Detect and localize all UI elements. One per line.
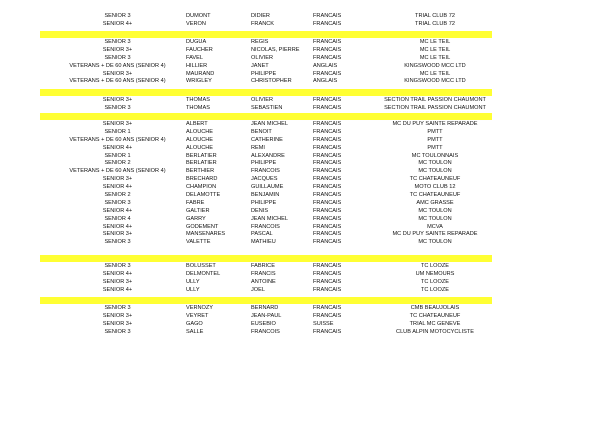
first-name-cell: JANET <box>251 62 269 69</box>
group-separator-bar <box>40 113 492 120</box>
last-name-cell: MANSENARES <box>186 231 226 238</box>
first-name-cell: CHRISTOPHER <box>251 78 292 85</box>
last-name-cell: BERLATIER <box>186 152 217 159</box>
nationality-cell: FRANCAIS <box>313 152 342 159</box>
last-name-cell: VERON <box>186 20 206 27</box>
first-name-cell: REGIS <box>251 39 269 45</box>
category-cell: VETERANS + DE 60 ANS (SENIOR 4) <box>69 136 166 143</box>
last-name-cell: GARRY <box>186 215 206 222</box>
last-name-cell: DELMONTEL <box>186 270 221 277</box>
last-name-cell: MAURAND <box>186 70 215 77</box>
first-name-cell: REMI <box>251 144 265 151</box>
first-name-cell: FRANCOIS <box>251 328 280 335</box>
club-cell: AMC GRASSE <box>416 199 454 206</box>
nationality-cell: FRANCAIS <box>313 168 342 175</box>
first-name-cell: BENOIT <box>251 128 272 135</box>
club-cell: MC LE TEIL <box>419 39 451 45</box>
club-cell: PMTT <box>427 144 443 151</box>
nationality-cell: FRANCAIS <box>313 223 342 230</box>
nationality-cell: FRANCAIS <box>313 199 342 206</box>
table-row <box>0 105 600 113</box>
club-cell: MOTO CLUB 12 <box>414 184 456 191</box>
first-name-cell: ALEXANDRE <box>251 152 285 159</box>
nationality-cell: FRANCAIS <box>313 328 342 335</box>
category-cell: SENIOR 2 <box>104 160 131 167</box>
club-cell: MC TOULONNAIS <box>411 152 459 159</box>
nationality-cell: FRANCAIS <box>313 192 342 199</box>
category-cell: SENIOR 2 <box>104 192 131 199</box>
last-name-cell: VERNOZY <box>186 305 214 311</box>
table-row <box>0 55 600 63</box>
category-cell: SENIOR 3 <box>104 39 131 45</box>
category-cell: SENIOR 3 <box>104 328 131 335</box>
nationality-cell: FRANCAIS <box>313 207 342 214</box>
table-row <box>0 271 600 279</box>
nationality-cell: FRANCAIS <box>313 144 342 151</box>
table-row <box>0 224 600 232</box>
first-name-cell: DIDIER <box>251 13 270 19</box>
club-cell: TC LOOZE <box>421 278 449 285</box>
category-cell: SENIOR 4+ <box>102 223 133 230</box>
category-cell: SENIOR 3+ <box>102 320 133 327</box>
club-group <box>0 97 600 113</box>
table-row <box>0 263 600 271</box>
last-name-cell: DUGUA <box>186 39 207 45</box>
nationality-cell: SUISSE <box>313 320 334 327</box>
category-cell: SENIOR 3 <box>104 104 131 111</box>
nationality-cell: ANGLAIS <box>313 78 338 85</box>
table-row <box>0 239 600 247</box>
table-row <box>0 160 600 168</box>
club-cell: MC TOULON <box>418 215 452 222</box>
last-name-cell: THOMAS <box>186 97 210 103</box>
club-cell: TC LOOZE <box>421 286 449 293</box>
category-cell: SENIOR 3 <box>104 263 131 269</box>
club-cell: TRIAL CLUB 72 <box>415 20 455 27</box>
nationality-cell: FRANCAIS <box>313 263 342 269</box>
club-cell: SECTION TRAIL PASSION CHAUMONT <box>384 97 486 103</box>
last-name-cell: SALLE <box>186 328 204 335</box>
club-cell: MCVA <box>427 223 443 230</box>
last-name-cell: ALBERT <box>186 121 208 127</box>
table-row <box>0 184 600 192</box>
club-cell: MC DU PUY SAINTE REPARADE <box>392 121 478 127</box>
last-name-cell: BRECHARD <box>186 176 218 183</box>
nationality-cell: FRANCAIS <box>313 97 342 103</box>
nationality-cell: FRANCAIS <box>313 128 342 135</box>
category-cell: SENIOR 3 <box>104 199 131 206</box>
table-row <box>0 168 600 176</box>
club-cell: TC CHATEAUNEUF <box>409 312 461 319</box>
club-group <box>0 39 600 86</box>
category-cell: SENIOR 4 <box>104 215 131 222</box>
nationality-cell: FRANCAIS <box>313 184 342 191</box>
first-name-cell: GUILLAUME <box>251 184 284 191</box>
nationality-cell: FRANCAIS <box>313 239 342 246</box>
category-cell: SENIOR 3+ <box>102 97 133 103</box>
club-group <box>0 13 600 29</box>
last-name-cell: VALETTE <box>186 239 211 246</box>
club-cell: TRIAL MC GENEVE <box>409 320 461 327</box>
club-cell: KINGSWOOD MCC LTD <box>404 62 466 69</box>
last-name-cell: ALOUCHE <box>186 144 214 151</box>
group-separator-bar <box>40 297 492 304</box>
category-cell: SENIOR 3+ <box>102 176 133 183</box>
club-cell: MC LE TEIL <box>419 70 451 77</box>
nationality-cell: FRANCAIS <box>313 20 342 27</box>
category-cell: SENIOR 3+ <box>102 46 133 53</box>
table-row <box>0 216 600 224</box>
last-name-cell: FAVEL <box>186 54 203 61</box>
last-name-cell: GODEMENT <box>186 223 219 230</box>
club-cell: MC TOULON <box>418 168 452 175</box>
table-row <box>0 71 600 79</box>
last-name-cell: VEYRET <box>186 312 209 319</box>
nationality-cell: FRANCAIS <box>313 104 342 111</box>
category-cell: VETERANS + DE 60 ANS (SENIOR 4) <box>69 78 166 85</box>
last-name-cell: ALOUCHE <box>186 128 214 135</box>
club-cell: MC LE TEIL <box>419 46 451 53</box>
club-cell: MC TOULON <box>418 239 452 246</box>
last-name-cell: BERTHIER <box>186 168 215 175</box>
first-name-cell: JEAN MICHEL <box>251 121 288 127</box>
category-cell: SENIOR 3 <box>104 239 131 246</box>
first-name-cell: BERNARD <box>251 305 279 311</box>
first-name-cell: PHILIPPE <box>251 160 277 167</box>
last-name-cell: ULLY <box>186 278 200 285</box>
first-name-cell: JACQUES <box>251 176 278 183</box>
nationality-cell: FRANCAIS <box>313 39 342 45</box>
last-name-cell: HILLIER <box>186 62 208 69</box>
table-row <box>0 21 600 29</box>
club-cell: MC DU PUY SAINTE REPARADE <box>392 231 478 238</box>
first-name-cell: FRANCOIS <box>251 223 280 230</box>
first-name-cell: CATHERINE <box>251 136 283 143</box>
first-name-cell: JEAN-PAUL <box>251 312 282 319</box>
club-cell: TRIAL CLUB 72 <box>415 13 455 19</box>
nationality-cell: FRANCAIS <box>313 305 342 311</box>
first-name-cell: FRANCOIS <box>251 168 280 175</box>
nationality-cell: FRANCAIS <box>313 54 342 61</box>
last-name-cell: WRIGLEY <box>186 78 212 85</box>
category-cell: SENIOR 3 <box>104 305 131 311</box>
nationality-cell: FRANCAIS <box>313 312 342 319</box>
last-name-cell: FABRE <box>186 199 205 206</box>
last-name-cell: THOMAS <box>186 104 210 111</box>
group-separator-bar <box>40 31 492 38</box>
table-row <box>0 200 600 208</box>
table-row <box>0 137 600 145</box>
last-name-cell: DUMONT <box>186 13 211 19</box>
nationality-cell: FRANCAIS <box>313 46 342 53</box>
category-cell: SENIOR 3+ <box>102 70 133 77</box>
table-row <box>0 313 600 321</box>
club-cell: SECTION TRAIL PASSION CHAUMONT <box>384 104 486 111</box>
first-name-cell: OLIVIER <box>251 97 274 103</box>
nationality-cell: FRANCAIS <box>313 270 342 277</box>
nationality-cell: FRANCAIS <box>313 286 342 293</box>
nationality-cell: FRANCAIS <box>313 176 342 183</box>
group-separator-bar <box>40 255 492 262</box>
first-name-cell: SEBASTIEN <box>251 104 283 111</box>
table-row <box>0 97 600 105</box>
first-name-cell: OLIVIER <box>251 54 274 61</box>
first-name-cell: MATHIEU <box>251 239 276 246</box>
category-cell: SENIOR 3 <box>104 54 131 61</box>
first-name-cell: JOEL <box>251 286 265 293</box>
last-name-cell: CHAMPION <box>186 184 217 191</box>
club-cell: PMTT <box>427 136 443 143</box>
first-name-cell: JEAN MICHEL <box>251 215 288 222</box>
table-row <box>0 78 600 86</box>
category-cell: SENIOR 4+ <box>102 20 133 27</box>
club-cell: TC CHATEAUNEUF <box>409 192 461 199</box>
nationality-cell: ANGLAIS <box>313 62 338 69</box>
nationality-cell: FRANCAIS <box>313 278 342 285</box>
table-row <box>0 176 600 184</box>
table-row <box>0 287 600 295</box>
group-separator-bar <box>40 89 492 96</box>
table-row <box>0 129 600 137</box>
table-row <box>0 63 600 71</box>
last-name-cell: FAUCHER <box>186 46 213 53</box>
category-cell: VETERANS + DE 60 ANS (SENIOR 4) <box>69 62 166 69</box>
nationality-cell: FRANCAIS <box>313 136 342 143</box>
category-cell: SENIOR 4+ <box>102 207 133 214</box>
first-name-cell: BENJAMIN <box>251 192 280 199</box>
category-cell: SENIOR 3 <box>104 13 131 19</box>
first-name-cell: NICOLAS, PIERRE <box>251 46 300 53</box>
first-name-cell: FRANCK <box>251 20 274 27</box>
table-row <box>0 192 600 200</box>
category-cell: SENIOR 3+ <box>102 312 133 319</box>
table-row <box>0 13 600 21</box>
last-name-cell: GAGO <box>186 320 203 327</box>
table-row <box>0 153 600 161</box>
club-cell: TC CHATEAUNEUF <box>409 176 461 183</box>
club-cell: PMTT <box>427 128 443 135</box>
last-name-cell: GALTIER <box>186 207 210 214</box>
first-name-cell: FRANCIS <box>251 270 276 277</box>
club-cell: KINGSWOOD MCC LTD <box>404 78 466 85</box>
category-cell: SENIOR 4+ <box>102 184 133 191</box>
category-cell: SENIOR 1 <box>104 128 131 135</box>
nationality-cell: FRANCAIS <box>313 215 342 222</box>
nationality-cell: FRANCAIS <box>313 70 342 77</box>
category-cell: SENIOR 3+ <box>102 231 133 238</box>
first-name-cell: PHILIPPE <box>251 70 277 77</box>
last-name-cell: BERLATIER <box>186 160 217 167</box>
club-cell: TC LOOZE <box>421 263 449 269</box>
club-group <box>0 121 600 247</box>
table-row <box>0 121 600 129</box>
table-row <box>0 208 600 216</box>
club-cell: MC LE TEIL <box>419 54 451 61</box>
first-name-cell: FABRICE <box>251 263 275 269</box>
first-name-cell: DENIS <box>251 207 269 214</box>
club-group <box>0 305 600 337</box>
category-cell: SENIOR 4+ <box>102 144 133 151</box>
last-name-cell: ULLY <box>186 286 200 293</box>
first-name-cell: EUSEBIO <box>251 320 276 327</box>
club-cell: MC TOULON <box>418 160 452 167</box>
last-name-cell: BOLUSSET <box>186 263 216 269</box>
category-cell: SENIOR 3+ <box>102 121 133 127</box>
table-row <box>0 329 600 337</box>
table-row <box>0 305 600 313</box>
table-row <box>0 47 600 55</box>
club-cell: CMB BEAUJOLAIS <box>410 305 460 311</box>
nationality-cell: FRANCAIS <box>313 121 342 127</box>
category-cell: VETERANS + DE 60 ANS (SENIOR 4) <box>69 168 166 175</box>
table-row <box>0 231 600 239</box>
table-row <box>0 145 600 153</box>
table-row <box>0 39 600 47</box>
nationality-cell: FRANCAIS <box>313 13 342 19</box>
club-cell: CLUB ALPIN MOTOCYCLISTE <box>396 328 474 335</box>
category-cell: SENIOR 4+ <box>102 286 133 293</box>
first-name-cell: PASCAL <box>251 231 273 238</box>
category-cell: SENIOR 3+ <box>102 278 133 285</box>
nationality-cell: FRANCAIS <box>313 231 342 238</box>
club-cell: UM NEMOURS <box>415 270 455 277</box>
nationality-cell: FRANCAIS <box>313 160 342 167</box>
club-cell: MC TOULON <box>418 207 452 214</box>
table-row <box>0 321 600 329</box>
table-row <box>0 279 600 287</box>
last-name-cell: ALOUCHE <box>186 136 214 143</box>
club-group <box>0 263 600 295</box>
category-cell: SENIOR 4+ <box>102 270 133 277</box>
category-cell: SENIOR 1 <box>104 152 131 159</box>
first-name-cell: PHILIPPE <box>251 199 277 206</box>
last-name-cell: DELAMOTTE <box>186 192 221 199</box>
first-name-cell: ANTOINE <box>251 278 276 285</box>
